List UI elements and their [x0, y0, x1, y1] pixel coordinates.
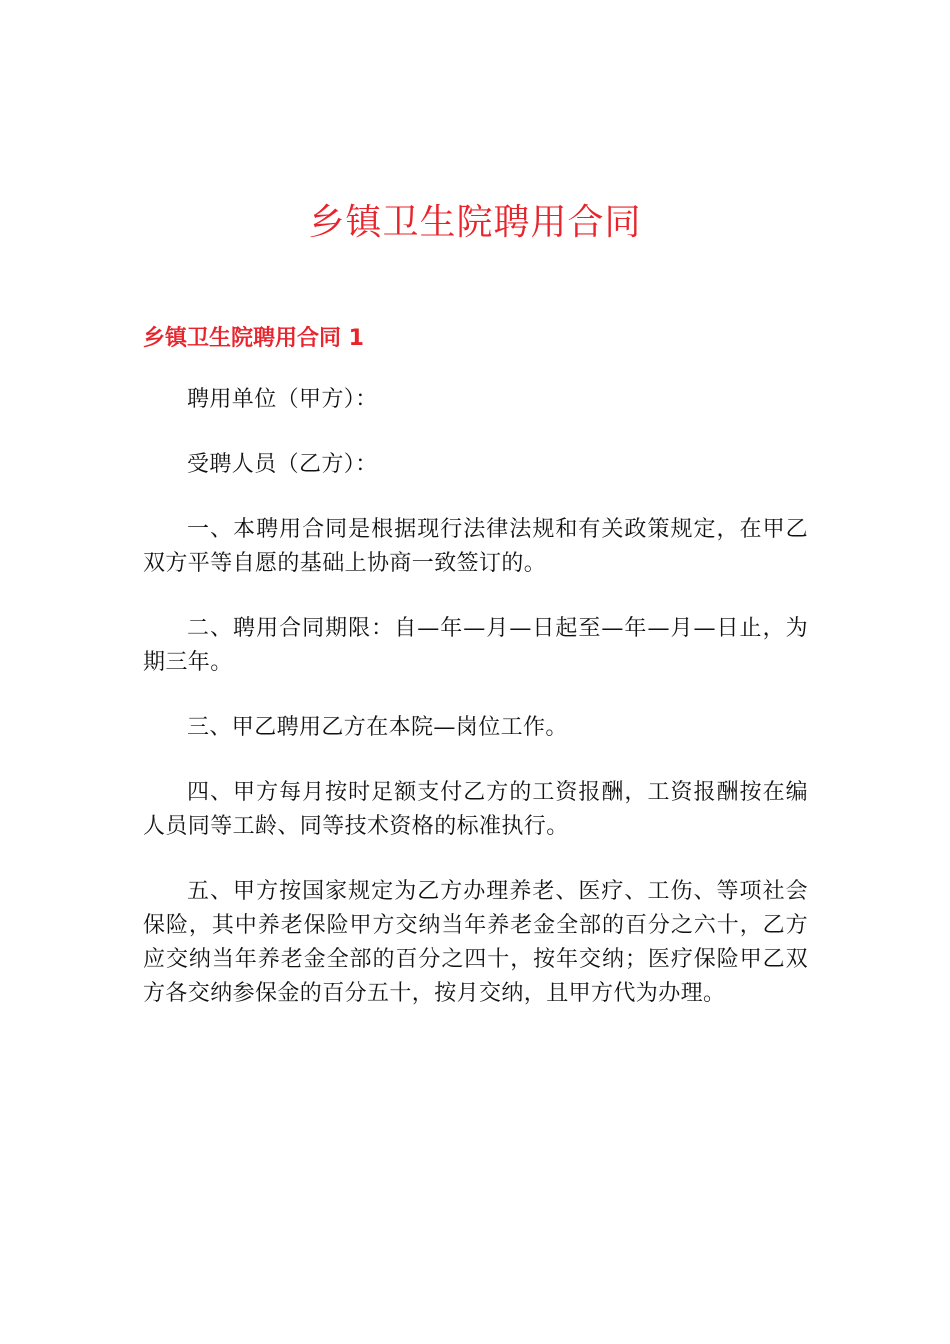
document-body	[143, 383, 808, 1042]
employee-line: 受聘人员（乙方）：	[187, 452, 378, 477]
employer-line: 聘用单位（甲方）：	[187, 387, 378, 412]
clause-1: 一、本聘用合同是根据现行法律法规和有关政策规定，在甲乙双方平等自愿的基础上协商一致签订的。	[143, 517, 808, 576]
section-heading: 乡镇卫生院聘用合同 1	[143, 326, 364, 351]
clause-2: 二、聘用合同期限：自—年—月—日起至—年—月—日止，为期三年。	[143, 616, 808, 675]
document-title: 乡镇卫生院聘用合同	[308, 202, 642, 243]
clause-3: 三、甲乙聘用乙方在本院—岗位工作。	[187, 715, 568, 740]
clause-5: 五、甲方按国家规定为乙方办理养老、医疗、工伤、等项社会保险，其中养老保险甲方交纳当年养老金全部的百分之六十，乙方应交纳当年养老金全部的百分之四十，按年交纳；医疗保险甲乙双方各交纳参保金的百分五十，按月交纳，且甲方代为办理。	[143, 879, 808, 1006]
clause-4: 四、甲方每月按时足额支付乙方的工资报酬，工资报酬按在编人员同等工龄、同等技术资格的标准执行。	[143, 780, 808, 839]
